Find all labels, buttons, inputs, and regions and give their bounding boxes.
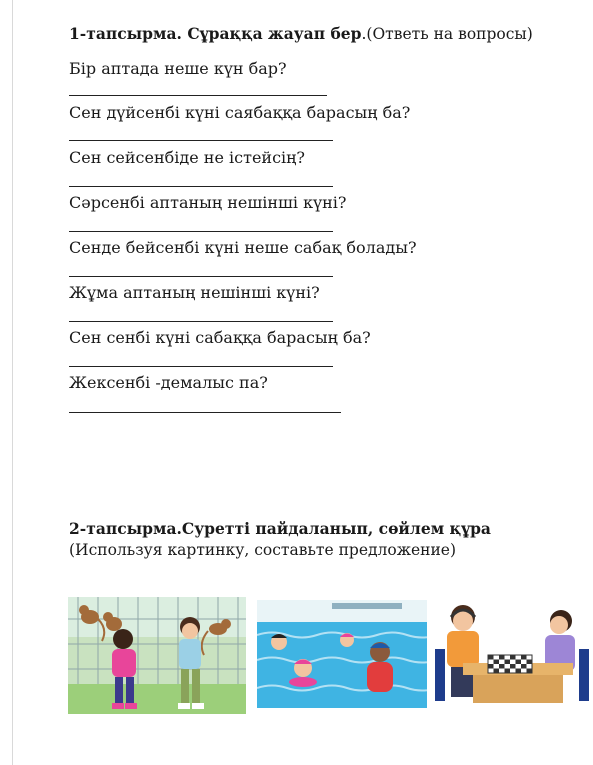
task1-title-bold: 1-тапсырма. Сұраққа жауап бер	[69, 24, 362, 43]
question-7: Сен сенбі күні сабаққа барасың ба?	[69, 328, 371, 347]
question-4: Сәрсенбі аптаның нешінші күні?	[69, 193, 347, 212]
question-6: Жұма аптаның нешінші күні?	[69, 283, 320, 302]
page-edge	[12, 0, 13, 765]
question-8: Жексенбі -демалыс па?	[69, 373, 268, 392]
answer-line-3[interactable]	[69, 186, 333, 187]
task1-title-rest: .(Ответь на вопросы)	[361, 25, 533, 43]
answer-line-2[interactable]	[69, 140, 333, 141]
answer-line-5[interactable]	[69, 276, 333, 277]
question-3: Сен сейсенбіде не істейсің?	[69, 148, 305, 167]
answer-line-6[interactable]	[69, 321, 333, 322]
answer-line-7[interactable]	[69, 366, 333, 367]
chess-picture	[433, 595, 593, 707]
answer-line-8[interactable]	[69, 412, 341, 413]
question-5: Сенде бейсенбі күні неше сабақ болады?	[69, 238, 417, 257]
task2-subtitle: (Используя картинку, составьте предложение)	[69, 541, 457, 559]
question-2: Сен дүйсенбі күні саябаққа барасың ба?	[69, 103, 411, 122]
zoo-picture	[68, 589, 246, 719]
answer-line-1[interactable]	[69, 95, 327, 96]
task2-title: 2-тапсырма.Суретті пайдаланып, сөйлем құра	[69, 519, 491, 538]
pool-picture	[257, 600, 427, 708]
question-1: Бір аптада неше күн бар?	[69, 59, 287, 78]
answer-line-4[interactable]	[69, 231, 333, 232]
task1-title	[69, 24, 533, 43]
